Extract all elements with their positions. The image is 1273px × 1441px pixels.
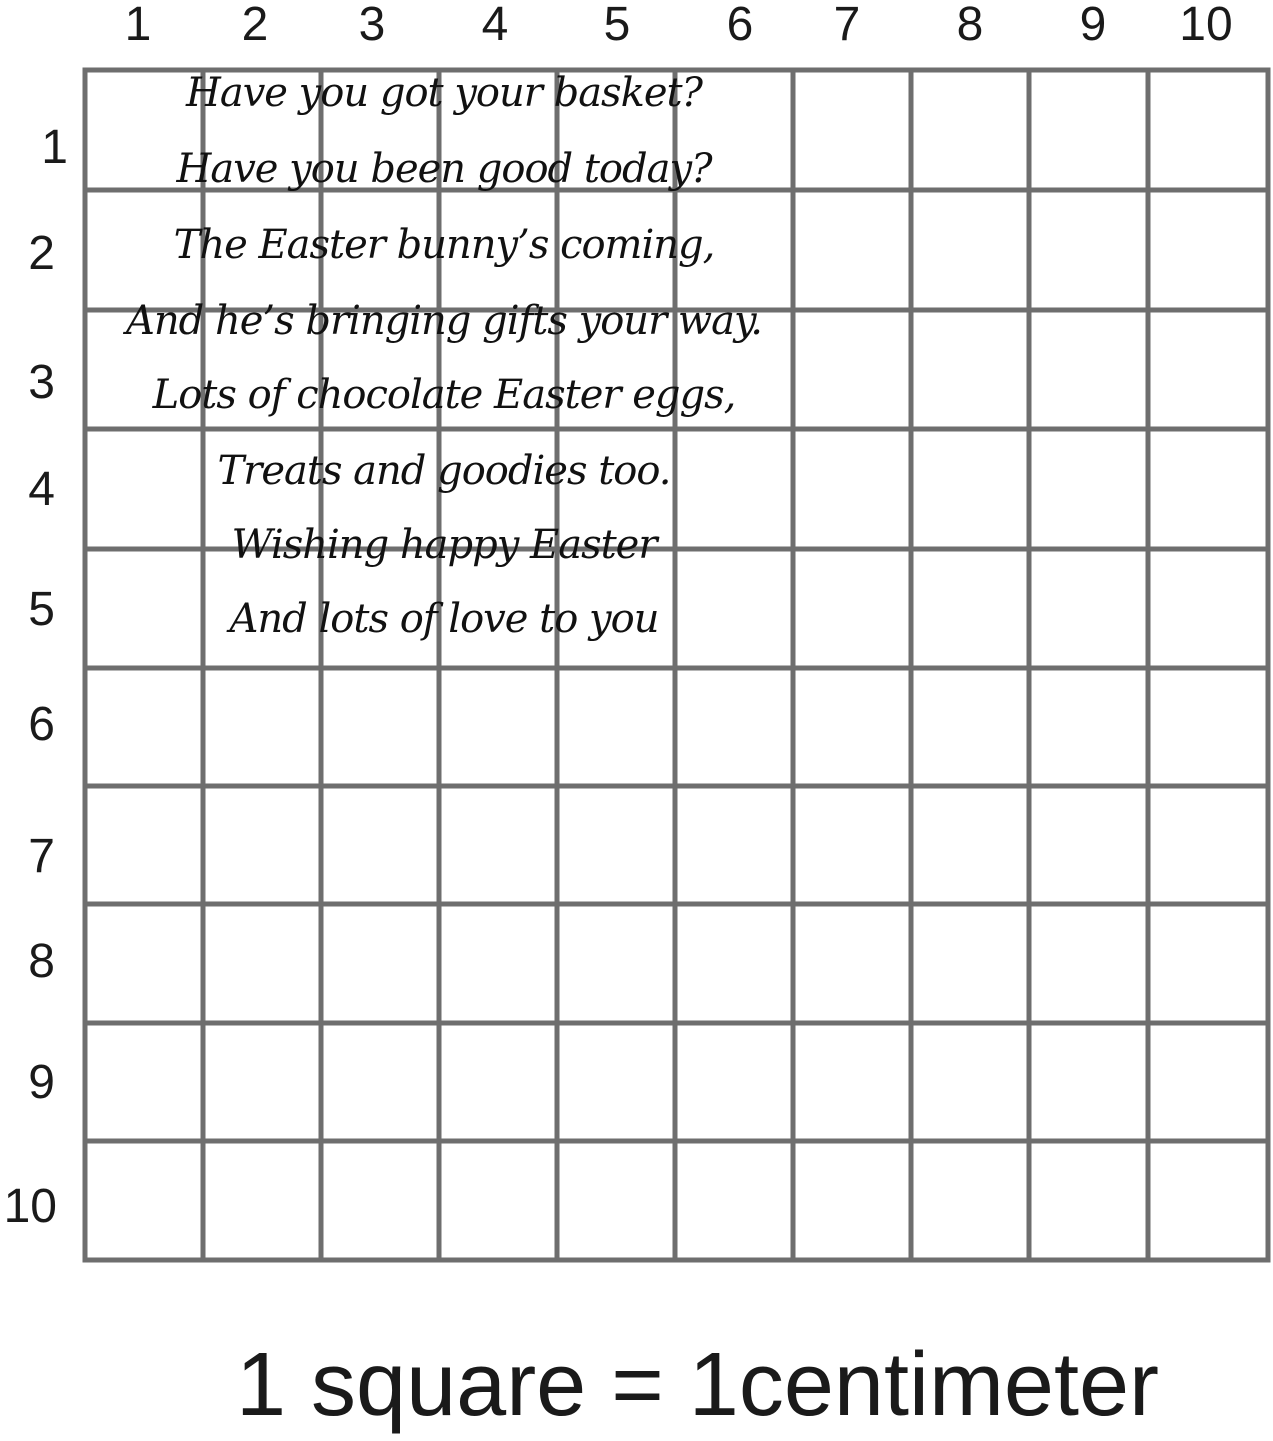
poem-line: The Easter bunny’s coming,: [173, 222, 715, 268]
column-label: 3: [358, 0, 386, 51]
column-label: 9: [1079, 0, 1107, 51]
row-label: 4: [28, 463, 55, 516]
row-label: 10: [3, 1180, 57, 1233]
poem-line: Have you got your basket?: [185, 70, 703, 116]
column-label: 8: [956, 0, 984, 51]
column-label: 1: [124, 0, 152, 51]
row-label: 6: [28, 698, 55, 751]
poem-line: And he’s bringing gifts your way.: [125, 298, 762, 344]
row-label: 7: [28, 830, 55, 883]
poem-line: Treats and goodies too.: [217, 448, 671, 494]
column-label: 10: [1179, 0, 1233, 51]
poem-line: Wishing happy Easter: [231, 522, 657, 568]
row-label: 1: [41, 121, 68, 174]
row-label: 8: [28, 935, 55, 988]
column-label: 7: [833, 0, 861, 51]
column-label: 4: [481, 0, 509, 51]
row-label: 5: [28, 583, 55, 636]
row-label: 9: [28, 1056, 55, 1109]
row-label: 2: [28, 227, 55, 280]
poem-line: Have you been good today?: [176, 146, 712, 192]
column-label: 5: [603, 0, 631, 51]
column-label: 6: [726, 0, 754, 51]
column-label: 2: [241, 0, 269, 51]
poem-line: And lots of love to you: [229, 596, 659, 642]
poem-line: Lots of chocolate Easter eggs,: [152, 372, 736, 418]
row-label: 3: [28, 356, 55, 409]
scale-caption: 1 square = 1centimeter: [235, 1335, 1160, 1435]
